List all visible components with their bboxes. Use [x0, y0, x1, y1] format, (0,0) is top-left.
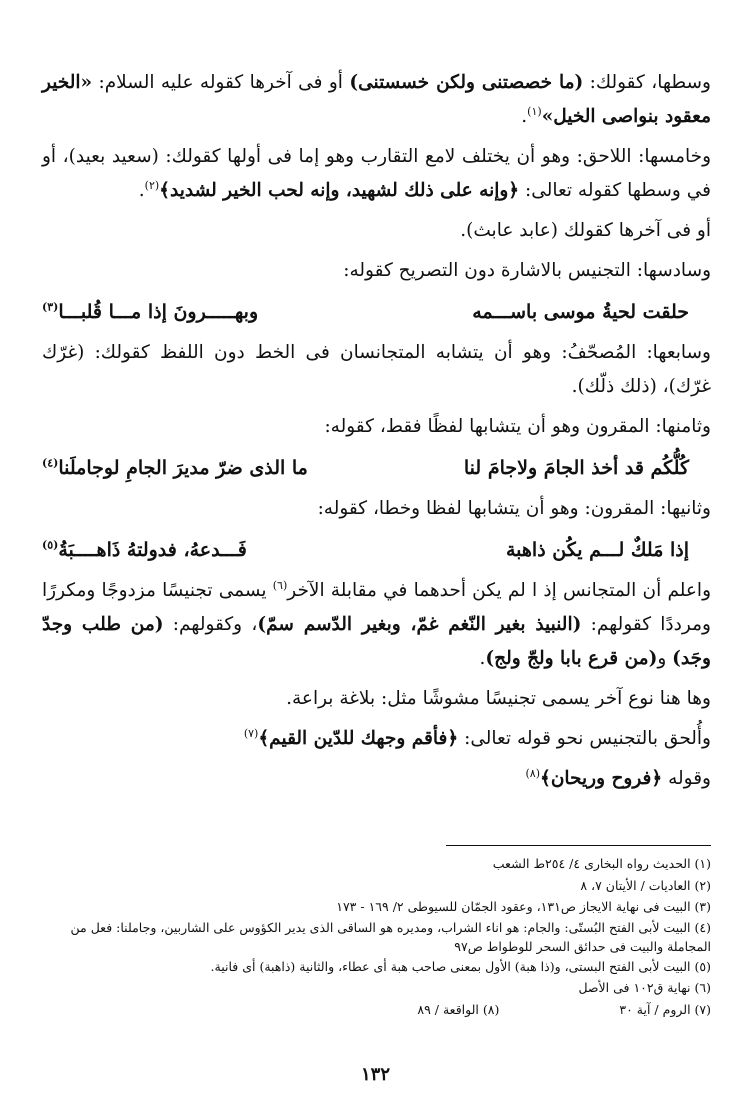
footnote-ref: (٨) [525, 766, 540, 780]
quote: (من طلب وجدّ وجَد) [42, 614, 711, 669]
verse-hemistich-left: ما الذى ضرّ مديرَ الجامِ لوجاملَنا$^{(٤)}$ [42, 456, 308, 479]
paragraph: واعلم أن المتجانس إذ ا لم يكن أحدهما في مقابلة الآخر$^{(٦)}$ يسمى تجنيسًا مزدوجًا ومكررًا ومرددًا كقولهم: (النبيذ بغير النّغم غمّ، وبغير الدّسم سمّ)، وكقولهم: (من طلب وجدّ وجَد) و(من قرع بابا ولجّ ولج). [42, 578, 712, 669]
paragraph: وقوله ﴿فروح وريحان﴾$^{(٨)}$ [525, 766, 711, 789]
footnote: (١) الحديث رواه البخارى ٤/ ٢٥٤ط الشعب [492, 856, 711, 871]
paragraph: وثانيها: المقرون: وهو أن يتشابها لفظا وخطا، كقوله: [317, 498, 711, 519]
footnote-ref: (٧) [243, 726, 259, 740]
verse-hemistich-right: إذا مَلكٌ لـــم يكُن ذاهبة [505, 539, 689, 561]
footnote-ref: (٢) [144, 178, 160, 192]
footnote-ref: (١) [527, 104, 542, 118]
footnote-ref: (٤) [42, 456, 59, 470]
quote: (ما خصصتنى ولكن خسستنى) [349, 72, 584, 93]
footnotes [36, 853, 711, 1020]
paragraph: وسابعها: المُصحّفُ: وهو أن يتشابه المتجانسان فى الخط دون اللفظ كقولك: (غرّك غرّك)، (ذلك ذلّك). [42, 342, 711, 397]
verse-line [42, 532, 711, 568]
footnote-ref: (٦) [272, 578, 288, 592]
footnote: (٥) البيت لأبى الفتح البستى، و(ذا هبة) الأول بمعنى صاحب هبة أى عطاء، والثانية (ذاهبة) أى فانية. [210, 958, 711, 974]
paragraph: وها هنا نوع آخر يسمى تجنيسًا مشوشًا مثل: بلاغة براعة. [286, 688, 711, 709]
footnote: (٢) العاديات / الأيتان ٧، ٨ [580, 877, 711, 893]
quran-quote: ﴿فأقم وجهك للدّين القيم﴾ [258, 728, 459, 749]
quote: (من قرع بابا ولجّ ولج) [485, 648, 658, 669]
paragraph: وخامسها: اللاحق: وهو أن يختلف لامع التقارب وهو إما فى أولها كقولك: (سعيد بعيد)، أو في وسطها كقوله تعالى: ﴿وإنه على ذلك لشهيد، وإنه لحب الخير لشديد﴾$^{(٢)}$. [42, 146, 711, 201]
paragraph: وسادسها: التجنيس بالاشارة دون التصريح كقوله: [343, 260, 711, 281]
verse-line [42, 294, 711, 330]
footnote-row [36, 999, 711, 1021]
footnote: (٣) البيت فى نهاية الايجاز ص١٣١، وعقود الجمّان للسيوطى ٢/ ١٦٩ - ١٧٣ [336, 899, 711, 914]
footnote-divider [446, 845, 711, 846]
footnote-ref: (٣) [42, 300, 59, 314]
verse-line [42, 450, 711, 486]
quran-quote: ﴿فروح وريحان﴾ [539, 768, 663, 789]
paragraph: أو فى آخرها كقولك (عابد عابث). [460, 220, 711, 241]
footnote: (٨) الواقعة / ٨٩ [417, 1001, 500, 1017]
footnote: (٧) الروم / آية ٣٠ [619, 1001, 711, 1017]
paragraph: وسطها، كقولك: (ما خصصتنى ولكن خسستنى) أو فى آخرها كقوله عليه السلام: «الخير معقود بنواصى الخيل»$^{(١)}$. [42, 72, 711, 127]
verse-hemistich-right: حلقت لحيةُ موسى باســـمه [472, 301, 689, 323]
quote: (النبيذ بغير النّغم غمّ، وبغير الدّسم سمّ) [257, 614, 582, 635]
footnote: (٤) البيت لأبى الفتح البُستّى: والجام: هو اناء الشراب، ومديره هو الساقى الذى يدير الكؤوس على الشاربين، وجاملنا: فعل من المجاملة والبيت فى حدائق السحر للوطواط ص٩٧ [70, 919, 711, 954]
hadith-quote: «الخير معقود بنواصى الخيل» [42, 72, 711, 127]
paragraph: وأُلحق بالتجنيس نحو قوله تعالى: ﴿فأقم وجهك للدّين القيم﴾$^{(٧)}$ [243, 726, 711, 749]
footnote-ref: (٥) [42, 538, 59, 552]
paragraph: وثامنها: المقرون وهو أن يتشابها لفظًا فقط، كقوله: [324, 416, 711, 437]
verse-hemistich-right: كُلُّكُم قد أخذ الجامَ ولاجامَ لنا [463, 457, 689, 479]
verse-hemistich-left: وبهـــــرونَ إذا مـــا قُلبـــا$^{(٣)}$ [42, 300, 259, 323]
verse-hemistich-left: فَـــدعهُ، فدولتهُ ذَاهــــبَةُ$^{(٥)}$ [42, 538, 247, 561]
page-number: ١٣٢ [360, 1064, 390, 1085]
footnote: (٦) نهاية ق١٠٢ فى الأصل [578, 980, 711, 995]
main-text [42, 66, 711, 802]
quran-quote: ﴿وإنه على ذلك لشهيد، وإنه لحب الخير لشديد﴾ [159, 180, 520, 201]
